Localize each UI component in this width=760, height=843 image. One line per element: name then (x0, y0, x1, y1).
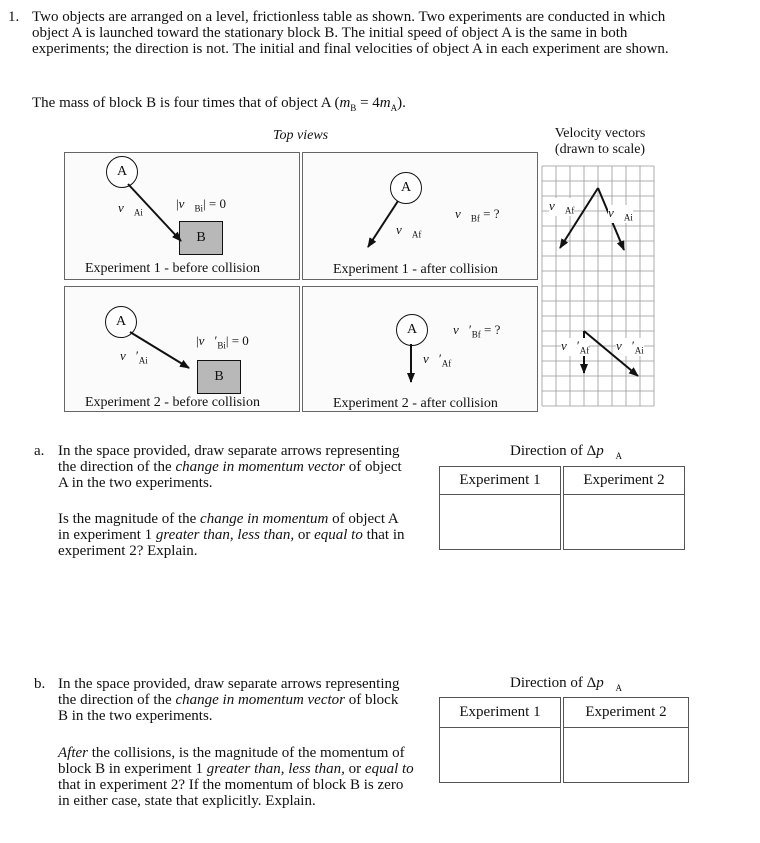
part-b-exp1-header: Experiment 1 (440, 698, 560, 728)
object-a-exp1-before: A (106, 156, 138, 188)
part-a-exp1-answer-box[interactable] (439, 466, 561, 550)
grid-arrow-v-af-1 (560, 188, 598, 248)
part-a-letter: a. (34, 443, 45, 459)
v-bf-label-1: $v⃗_{Bf}$ = ? (455, 206, 500, 224)
arrow-v-ai-exp2 (130, 332, 189, 368)
v-ai-label-1: $v⃗_{Ai}$ (118, 200, 143, 218)
part-b-exp2-header: Experiment 2 (564, 698, 688, 728)
v-ai-label-2: $v⃗'_{Ai}$ (120, 348, 148, 366)
grid-label-v-ai-2: $v⃗'_{Ai}$ (616, 338, 644, 356)
block-b-exp2-before: B (197, 360, 241, 394)
part-b-letter: b. (34, 676, 46, 692)
velocity-vectors-label: Velocity vectors (drawn to scale) (554, 126, 646, 157)
intro-text: Two objects are arranged on a level, frictionless table as shown. Two experiments are conducted in which object A is launched toward the stationary block B. The initial speed of object A is the same in both experiments; the direction is not. The initial and final velocities of object A in each experiment are shown. (32, 9, 669, 57)
problem-number: 1. (8, 9, 20, 25)
arrow-v-af-exp1 (368, 201, 398, 247)
top-views-label: Top views (273, 128, 329, 143)
arrow-v-ai-exp1 (128, 184, 181, 241)
caption-exp1-before: Experiment 1 - before collision (85, 261, 260, 276)
v-bi-label-1: $|v⃗_{Bi}| = 0$ (176, 196, 226, 214)
v-bi-label-2: $|v⃗'_{Bi}| = 0$ (196, 333, 249, 351)
part-a-question: Is the magnitude of the change in momentum of object A in experiment 1 greater than, less than, or equal to that in experiment 2? Explain. (58, 511, 405, 559)
caption-exp2-after: Experiment 2 - after collision (333, 396, 498, 411)
part-a-exp2-header: Experiment 2 (564, 467, 684, 495)
part-b-question: After the collisions, is the magnitude of the momentum of block B in experiment 1 greater than, less than, or equal to that in experiment 2? If the momentum of block B is zero in either case, state that explicitly. Explain. (58, 745, 414, 809)
part-a-exp1-header: Experiment 1 (440, 467, 560, 495)
object-a-exp1-after: A (390, 172, 422, 204)
object-a-exp2-after: A (396, 314, 428, 346)
part-a-direction-label: Direction of $\Delta p⃗_A$ (510, 443, 622, 461)
grid-label-v-af-1: $v⃗_{Af}$ (549, 198, 575, 216)
part-b-direction-label: Direction of $\Delta p⃗_A$ (510, 675, 622, 693)
v-af-label-2: $v⃗'_{Af}$ (423, 351, 452, 369)
part-b-prompt: In the space provided, draw separate arrows representing the direction of the change in momentum vector of block B in the two experiments. (58, 676, 400, 724)
part-a-prompt: In the space provided, draw separate arrows representing the direction of the change in momentum vector of object A in the two experiments. (58, 443, 402, 491)
mass-statement: The mass of block B is four times that of object A $(m_B = 4m_A)$. (32, 95, 406, 113)
block-b-exp1-before: B (179, 221, 223, 255)
part-b-exp1-answer-box[interactable] (439, 697, 561, 783)
object-a-exp2-before: A (105, 306, 137, 338)
v-af-label-1: $v⃗_{Af}$ (396, 222, 422, 240)
caption-exp1-after: Experiment 1 - after collision (333, 262, 498, 277)
grid-label-v-ai-1: $v⃗_{Ai}$ (608, 205, 633, 223)
part-a-exp2-answer-box[interactable] (563, 466, 685, 550)
v-bf-label-2: $v⃗'_{Bf}$ = ? (453, 322, 501, 340)
caption-exp2-before: Experiment 2 - before collision (85, 395, 260, 410)
part-b-exp2-answer-box[interactable] (563, 697, 689, 783)
grid-label-v-af-2: $v⃗'_{Af}$ (561, 338, 590, 356)
